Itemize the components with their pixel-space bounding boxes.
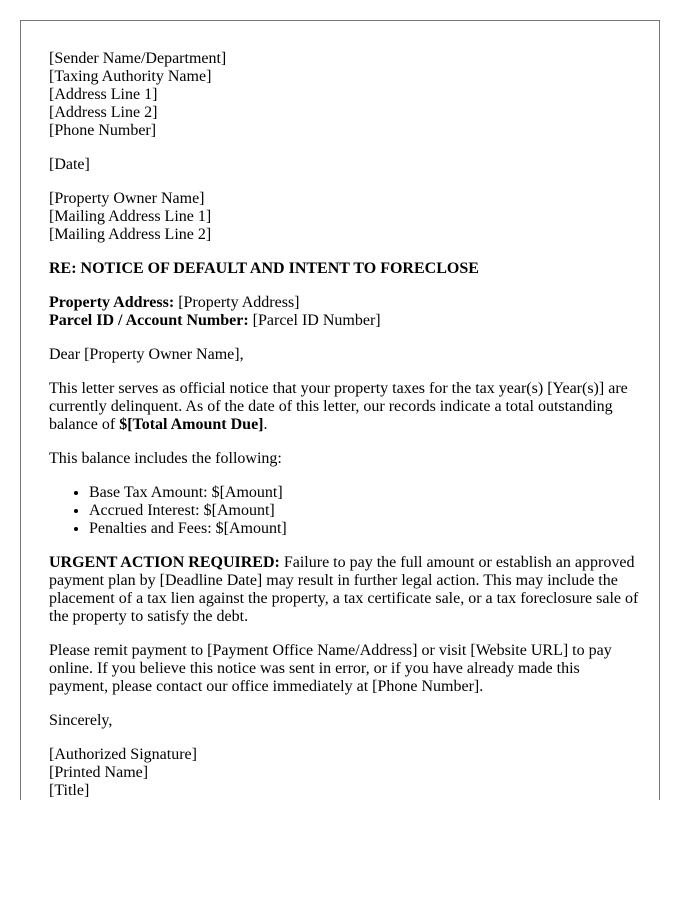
paragraph-urgent <box>49 554 639 626</box>
recipient-line: [Property Owner Name] <box>49 190 205 207</box>
list-item: • Base Tax Amount: $[Amount] <box>89 484 639 502</box>
property-address-row <box>49 294 639 312</box>
total-amount-due: $[Total Amount Due] <box>119 416 264 433</box>
closing: Sincerely, <box>49 712 113 729</box>
sender-line: [Taxing Authority Name] <box>49 68 212 85</box>
sender-line: [Address Line 2] <box>49 104 158 121</box>
recipient-block <box>49 190 639 244</box>
urgent-text: Failure to pay the full amount or establish an approved payment plan by [Deadline Date] may result in further legal action. This may include the placement of a tax lien against the property, a tax certificate sale, or a tax foreclosure sale of the property to satisfy the debt. <box>49 554 639 625</box>
signature-line: [Title] <box>49 782 90 799</box>
paragraph-payment: Please remit payment to [Payment Office Name/Address] or visit [Website URL] to pay online. If you believe this notice was sent in error, or if you have already made this payment, please contact our office immediately at [Phone Number]. <box>49 642 612 695</box>
sender-block <box>49 50 639 140</box>
subject-line: RE: NOTICE OF DEFAULT AND INTENT TO FORECLOSE <box>49 260 479 277</box>
parcel-id-row <box>49 312 639 330</box>
property-address-value: [Property Address] <box>178 294 300 311</box>
recipient-line: [Mailing Address Line 1] <box>49 208 212 225</box>
property-info <box>49 294 639 330</box>
sender-line: [Sender Name/Department] <box>49 50 227 67</box>
list-item: • Accrued Interest: $[Amount] <box>89 502 639 520</box>
notice-end: . <box>263 416 268 433</box>
notice-text: This letter serves as official notice that your property taxes for the tax year(s) [Year(s)] are currently delinquent. As of the date of this letter, our records indicate a total outstanding balance of <box>49 380 628 433</box>
list-item: • Penalties and Fees: $[Amount] <box>89 520 639 538</box>
letter-content <box>49 50 639 800</box>
letter-date: [Date] <box>49 156 90 173</box>
sender-line: [Phone Number] <box>49 122 157 139</box>
urgent-label: URGENT ACTION REQUIRED: <box>49 554 280 571</box>
parcel-id-value: [Parcel ID Number] <box>252 312 381 329</box>
parcel-id-label: Parcel ID / Account Number: <box>49 312 249 329</box>
charges-list <box>49 484 639 538</box>
signature-block <box>49 746 639 800</box>
letter-page <box>20 20 660 800</box>
sender-line: [Address Line 1] <box>49 86 158 103</box>
salutation: Dear [Property Owner Name], <box>49 346 244 363</box>
property-address-label: Property Address: <box>49 294 175 311</box>
paragraph-notice <box>49 380 639 434</box>
paragraph-balance-intro: This balance includes the following: <box>49 450 282 467</box>
recipient-line: [Mailing Address Line 2] <box>49 226 212 243</box>
signature-line: [Printed Name] <box>49 764 149 781</box>
signature-line: [Authorized Signature] <box>49 746 197 763</box>
date-block <box>49 156 639 174</box>
